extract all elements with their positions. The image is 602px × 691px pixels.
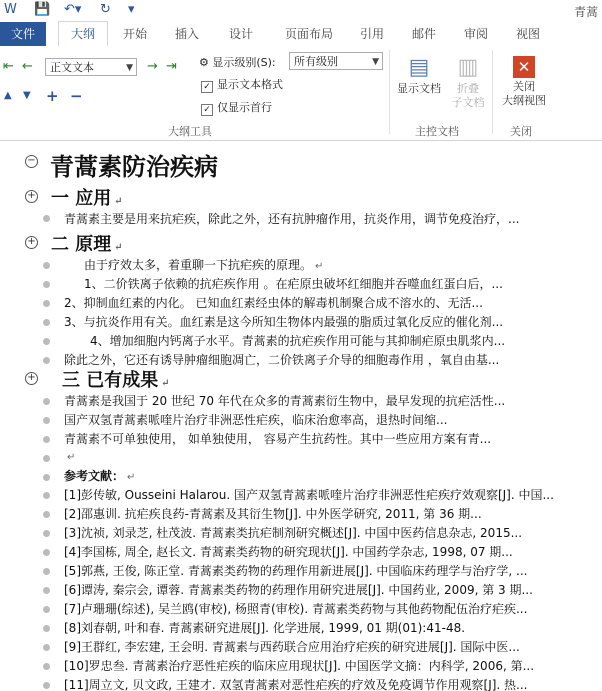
body-bullet-icon — [43, 644, 50, 651]
collapse-label-1: 折叠 — [457, 82, 479, 95]
outline-document[interactable] — [0, 141, 602, 691]
close-icon: ✕ — [513, 56, 535, 78]
outline-level-value: 正文文本 — [50, 61, 94, 74]
redo-icon[interactable]: ↻ — [100, 2, 111, 17]
body-text: 由于疗效太多，着重聊一下抗疟疾的原理。 — [84, 258, 313, 272]
show-format-checkbox[interactable] — [201, 76, 283, 93]
body-bullet-icon — [43, 492, 50, 499]
collapse-subdocuments-button[interactable] — [448, 54, 488, 110]
tab-home[interactable]: 开始 — [122, 27, 147, 41]
outline-body-text[interactable]: 青蒿素是我国于 20 世纪 70 年代在众多的青蒿素衍生物中，最早发现的抗疟活性... — [64, 394, 506, 408]
collapse-label-2: 子文档 — [451, 96, 485, 109]
close-label-1: 关闭 — [513, 80, 535, 93]
body-bullet-icon — [43, 338, 50, 345]
group-separator — [389, 50, 390, 134]
expand-plus-icon[interactable]: + — [25, 372, 38, 385]
outline-body-text[interactable]: 除此之外，它还有诱导肿瘤细胞凋亡，二价铁离子介导的细胞毒作用 ，氧自由基... — [64, 353, 500, 367]
expand-plus-icon[interactable]: + — [25, 190, 38, 203]
outline-heading-3[interactable] — [62, 366, 582, 392]
chevron-down-icon: ▼ — [126, 63, 133, 73]
heading-2-text: 二 原理 — [51, 234, 112, 255]
tab-mailings[interactable]: 邮件 — [411, 27, 436, 41]
empty-paragraph[interactable] — [64, 449, 104, 463]
body-bullet-icon — [43, 398, 50, 405]
body-bullet-icon — [43, 587, 50, 594]
collapse-icon[interactable]: − — [70, 87, 83, 105]
outline-body-text[interactable]: 青蒿素不可单独使用， 如单独使用， 容易产生抗药性。其中一些应用方案有青... — [64, 432, 492, 446]
paragraph-mark-icon: ↵ — [161, 378, 170, 389]
body-bullet-icon — [43, 625, 50, 632]
expand-plus-icon[interactable]: + — [25, 236, 38, 249]
demote-to-body-icon[interactable]: ⇥ — [166, 59, 177, 74]
chevron-down-icon: ▼ — [372, 57, 379, 67]
body-bullet-icon — [43, 530, 50, 537]
heading-1-text: 一 应用 — [51, 188, 112, 209]
show-level-text: 显示级别(S): — [212, 56, 276, 69]
first-line-only-checkbox[interactable] — [201, 99, 272, 116]
references-title[interactable] — [64, 467, 592, 484]
show-level-value: 所有级别 — [294, 55, 338, 68]
subdocument-icon: ▥ — [457, 55, 479, 80]
show-document-button[interactable] — [394, 54, 444, 96]
move-up-icon[interactable]: ▲ — [4, 90, 12, 101]
body-bullet-icon — [43, 568, 50, 575]
outline-body-text[interactable]: 国产双氢青蒿素哌喹片治疗非洲恶性疟疾，临床治愈率高，退热时间缩... — [64, 413, 448, 427]
outline-body-text[interactable] — [84, 256, 592, 273]
paragraph-mark-icon: ↵ — [127, 472, 136, 483]
outline-body-text[interactable]: 2、抑制血红素的内化。 已知血红素经虫体的解毒机制聚合成不溶水的、无活... — [64, 296, 483, 310]
close-label-2: 大纲视图 — [502, 94, 546, 107]
paragraph-mark-icon: ↵ — [114, 196, 123, 207]
body-bullet-icon — [43, 436, 50, 443]
group-label-master-document: 主控文档 — [415, 125, 459, 138]
outline-title[interactable]: 青蒿素防治疾病 — [50, 152, 218, 181]
outline-heading-1[interactable] — [51, 184, 581, 210]
show-document-label: 显示文档 — [397, 82, 441, 95]
tab-layout[interactable]: 页面布局 — [284, 27, 333, 41]
collapse-minus-icon[interactable]: − — [25, 155, 38, 168]
body-bullet-icon — [43, 357, 50, 364]
outline-level-dropdown[interactable] — [45, 58, 137, 76]
title-bar — [0, 0, 602, 22]
references-title-text: 参考文献： — [64, 469, 125, 483]
paragraph-mark-icon: ↵ — [114, 242, 123, 253]
group-label-close: 关闭 — [510, 125, 532, 138]
tab-review[interactable]: 审阅 — [463, 27, 488, 41]
body-bullet-icon — [43, 281, 50, 288]
reference-item[interactable]: [5]郭燕, 王俊, 陈正堂. 青蒿素类药物的药理作用新进展[J]. 中国临床药理学与治疗学, ... — [64, 564, 528, 578]
body-bullet-icon — [43, 417, 50, 424]
outline-body-text[interactable]: 1、二价铁离子依赖的抗疟疾作用 。在疟原虫破坏红细胞并吞噬血红蛋白后，... — [84, 277, 503, 291]
paragraph-mark-icon: ↵ — [67, 452, 76, 463]
ribbon — [0, 46, 602, 141]
close-outline-view-button[interactable] — [497, 54, 551, 108]
tab-file[interactable]: 文件 — [0, 22, 46, 46]
show-level-dropdown[interactable] — [289, 52, 383, 70]
outline-body-text[interactable]: 3、与抗炎作用有关。血红素是这今所知生物体内最强的脂质过氧化反应的催化剂... — [64, 315, 504, 329]
group-label-outline-tools: 大纲工具 — [168, 125, 212, 138]
reference-item[interactable]: [3]沈祯, 刘录芝, 杜茂波. 青蒿素类抗疟制剂研究概述[J]. 中国中医药信息杂志, 2015... — [64, 526, 523, 540]
show-level-label — [199, 54, 276, 70]
body-bullet-icon — [43, 682, 50, 689]
body-bullet-icon — [43, 474, 50, 481]
demote-icon[interactable]: → — [147, 59, 158, 74]
expand-icon[interactable]: + — [46, 87, 59, 105]
heading-3-text: 三 已有成果 — [62, 370, 159, 391]
reference-item[interactable]: [10]罗忠叁. 青蒿素治疗恶性疟疾的临床应用现状[J]. 中国医学文摘：内科学, 2006, 第... — [64, 659, 535, 673]
reference-item[interactable]: [7]卢珊珊(综述), 吴兰鸥(审校), 杨照青(审校). 青蒿素类药物与其他药物配伍治疗疟疾... — [64, 602, 528, 616]
body-bullet-icon — [43, 455, 50, 462]
reference-item[interactable]: [1]彭传敏, Ousseini Halarou. 国产双氢青蒿素哌喹片治疗非洲恶性疟疾疗效观察[J]. 中国... — [64, 488, 554, 502]
paragraph-mark-icon: ↵ — [315, 261, 324, 272]
body-bullet-icon — [43, 549, 50, 556]
document-icon: ▤ — [408, 55, 430, 80]
body-bullet-icon — [43, 511, 50, 518]
body-bullet-icon — [43, 319, 50, 326]
tab-outline[interactable]: 大纲 — [58, 21, 108, 48]
move-down-icon[interactable]: ▼ — [23, 90, 31, 101]
checkmark-icon: ✓ — [201, 104, 213, 116]
promote-icon[interactable]: ← — [22, 59, 33, 74]
word-app-icon[interactable]: W — [4, 2, 17, 17]
show-format-label: 显示文本格式 — [217, 78, 283, 91]
save-icon[interactable]: 💾 — [34, 2, 51, 17]
tab-design[interactable]: 设计 — [228, 27, 253, 41]
checkmark-icon: ✓ — [201, 81, 213, 93]
tab-insert[interactable]: 插入 — [174, 27, 199, 41]
body-bullet-icon — [43, 215, 50, 222]
tab-view[interactable]: 视图 — [515, 27, 540, 41]
reference-item[interactable]: [4]李国栋, 周全, 赵长文. 青蒿素类药物的研究现状[J]. 中国药学杂志, 1998, 07 期... — [64, 545, 513, 559]
outline-heading-2[interactable] — [51, 230, 581, 256]
reference-item[interactable]: [2]邵惠训. 抗疟疾良药-青蒿素及其衍生物[J]. 中外医学研究, 2011, 第 36 期... — [64, 507, 482, 521]
outline-body-text[interactable]: 4、增加细胞内钙离子水平。青蒿素的抗疟疾作用可能与其抑制疟原虫肌浆内... — [90, 334, 506, 348]
reference-item[interactable]: [6]谭涛, 秦宗会, 谭蓉. 青蒿素类药物的药理作用研究进展[J]. 中国药业, 2009, 第 3 期... — [64, 583, 533, 597]
ribbon-tabs — [0, 22, 602, 47]
promote-to-heading1-icon[interactable]: ⇤ — [3, 59, 14, 74]
tab-references[interactable]: 引用 — [359, 27, 384, 41]
window-title: 青蒿 — [573, 5, 598, 19]
group-separator — [492, 50, 493, 134]
customize-qat-icon[interactable]: ▾ — [128, 2, 135, 17]
body-bullet-icon — [43, 300, 50, 307]
outline-body-text[interactable]: 青蒿素主要是用来抗疟疾，除此之外，还有抗肿瘤作用，抗炎作用，调节免疫治疗，... — [64, 212, 520, 226]
body-bullet-icon — [43, 606, 50, 613]
undo-icon[interactable]: ↶▾ — [64, 2, 82, 17]
body-bullet-icon — [43, 663, 50, 670]
reference-item[interactable]: [9]王群红, 李宏建, 王会明. 青蒿素与西药联合应用治疗疟疾的研究进展[J]. 国际中医... — [64, 640, 520, 654]
first-line-only-label: 仅显示首行 — [217, 101, 272, 114]
show-level-icon: ⚙ — [199, 56, 213, 69]
reference-item[interactable]: [8]刘春朝, 叶和春. 青蒿素研究进展[J]. 化学进展, 1999, 01 期(01):41-48. — [64, 621, 466, 635]
reference-item[interactable]: [11]周立文, 贝文政, 王建才. 双氢青蒿素对恶性疟疾的疗效及免疫调节作用观察[J]. 热... — [64, 678, 528, 691]
body-bullet-icon — [43, 262, 50, 269]
